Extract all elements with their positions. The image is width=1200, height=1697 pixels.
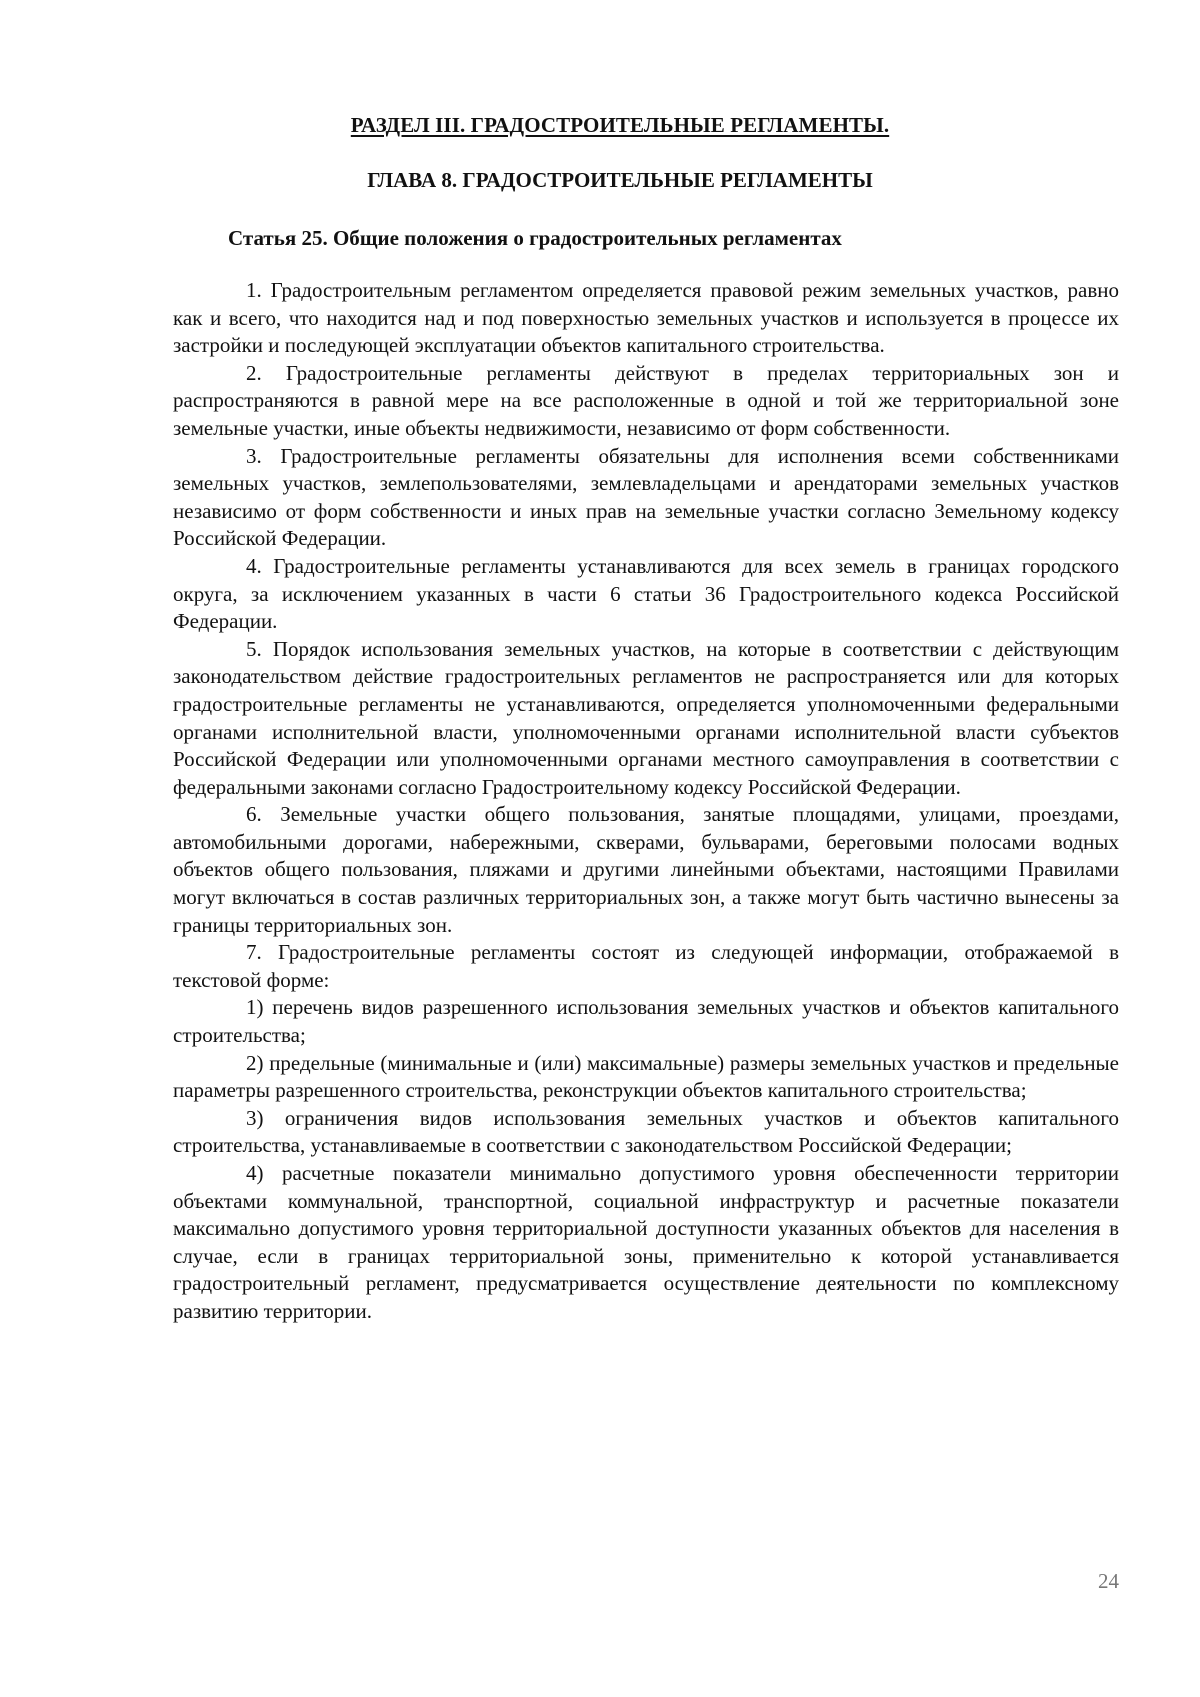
paragraph-3: 3. Градостроительные регламенты обязательны для исполнения всеми собственниками земельных участков, землепользователями, землевладельцами и арендаторами земельных участков независимо от форм собственности и иных прав на земельные участки согласно Земельному кодексу Российской Федерации. bbox=[173, 443, 1119, 551]
article-body bbox=[173, 277, 1119, 1326]
paragraph-1: 1. Градостроительным регламентом определяется правовой режим земельных участков, равно как и всего, что находится над и под поверхностью земельных участков и используется в процессе их застройки и последующей эксплуатации объектов капитального строительства. bbox=[173, 278, 1119, 358]
paragraph-4: 4. Градостроительные регламенты устанавливаются для всех земель в границах городского округа, за исключением указанных в части 6 статьи 36 Градостроительного кодекса Российской Федерации. bbox=[173, 553, 1119, 634]
paragraph-2: 2. Градостроительные регламенты действуют в пределах территориальных зон и распространяются в равной мере на все расположенные в одной и той же территориальной зоне земельные участки, иные объекты недвижимости, независимо от форм собственности. bbox=[173, 360, 1119, 440]
list-item-4: 4) расчетные показатели минимально допустимого уровня обеспеченности территории объектами коммунальной, транспортной, социальной инфраструктур и расчетные показатели максимально допустимого уровня территориальной доступности указанных объектов для населения в случае, если в границах территориальной зоны, применительно к которой устанавливается градостроительный регламент, предусматривается осуществление деятельности по комплексному развитию территории. bbox=[173, 1161, 1119, 1323]
section-title: РАЗДЕЛ III. ГРАДОСТРОИТЕЛЬНЫЕ РЕГЛАМЕНТЫ. bbox=[350, 113, 890, 137]
chapter-title: ГЛАВА 8. ГРАДОСТРОИТЕЛЬНЫЕ РЕГЛАМЕНТЫ bbox=[367, 168, 873, 192]
article-title: Статья 25. Общие положения о градостроительных регламентах bbox=[228, 226, 842, 250]
paragraph-6: 6. Земельные участки общего пользования, занятые площадями, улицами, проездами, автомобильными дорогами, набережными, скверами, бульварами, береговыми полосами водных объектов общего пользования, пляжами и другими линейными объектами, настоящими Правилами могут включаться в состав различных территориальных зон, а также могут быть частично вынесены за границы территориальных зон. bbox=[173, 802, 1119, 937]
page-number: 24 bbox=[1098, 1569, 1119, 1593]
paragraph-5: 5. Порядок использования земельных участков, на которые в соответствии с действующим законодательством действие градостроительных регламентов не распространяется или для которых градостроительные регламенты не устанавливаются, определяется уполномоченными федеральными органами исполнительной власти, уполномоченными органами исполнительной власти субъектов Российской Федерации или уполномоченными органами местного самоуправления в соответствии с федеральными законами согласно Градостроительному кодексу Российской Федерации. bbox=[173, 636, 1119, 799]
list-item-1: 1) перечень видов разрешенного использования земельных участков и объектов капитального строительства; bbox=[173, 995, 1119, 1048]
list-item-2: 2) предельные (минимальные и (или) максимальные) размеры земельных участков и предельные параметры разрешенного строительства, реконструкции объектов капитального строительства; bbox=[173, 1050, 1119, 1103]
list-item-3: 3) ограничения видов использования земельных участков и объектов капитального строительства, устанавливаемые в соответствии с законодательством Российской Федерации; bbox=[173, 1105, 1119, 1158]
paragraph-7: 7. Градостроительные регламенты состоят из следующей информации, отображаемой в текстовой форме: bbox=[173, 940, 1119, 992]
